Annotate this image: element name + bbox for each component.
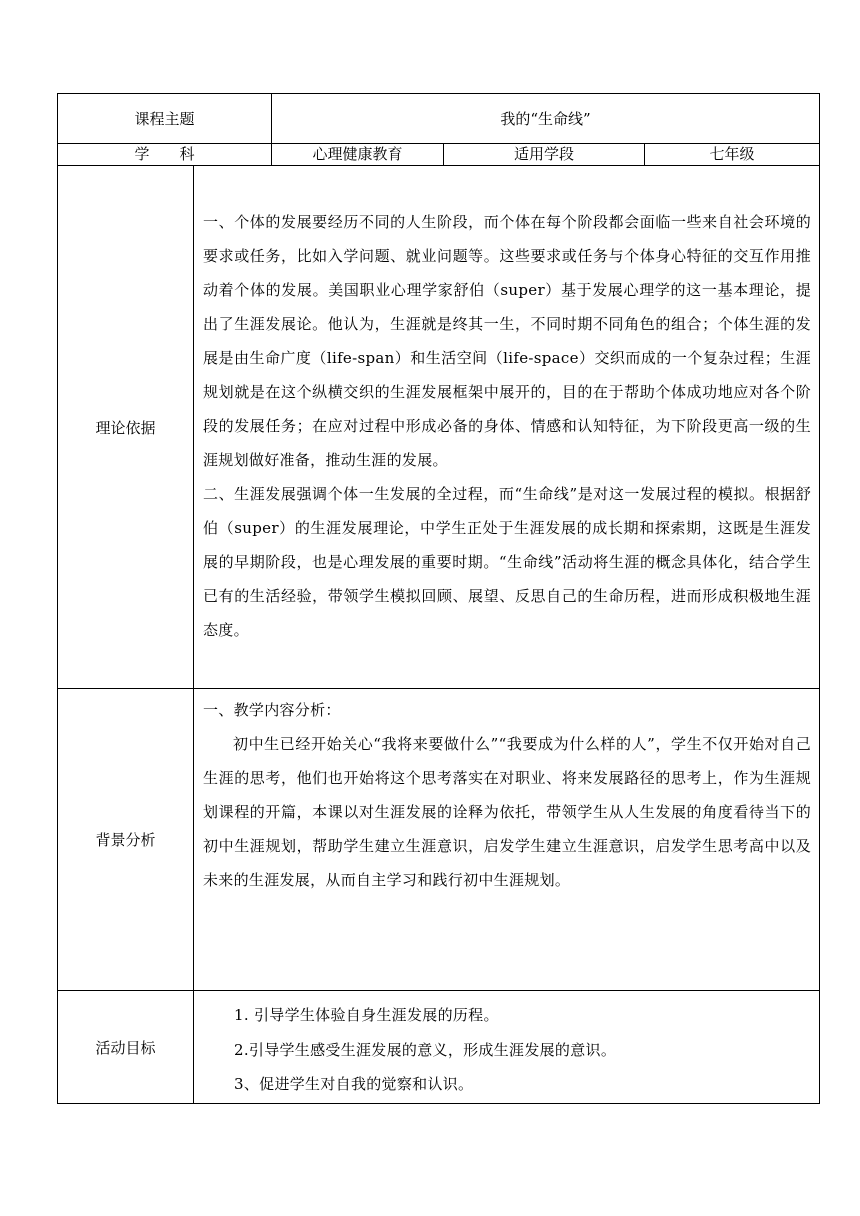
subject-label: 学 科 <box>58 144 272 166</box>
background-body: 初中生已经开始关心“我将来要做什么”“我要成为什么样的人”，学生不仅开始对自己生涯的思考，他们也开始将这个思考落实在对职业、将来发展路径的思考上，作为生涯规划课程的开篇，本课以对生涯发展的诠释为依托，带领学生从人生发展的角度看待当下的初中生涯规划，帮助学生建立生涯意识，启发学生建立生涯意识，启发学生思考高中以及未来的生涯发展，从而自主学习和践行初中生涯规划。 <box>203 735 812 889</box>
goals-content <box>194 991 820 1104</box>
goal-item: 1. 引导学生体验自身生涯发展的历程。 <box>234 1006 499 1025</box>
lesson-plan-table <box>57 93 820 1104</box>
background-heading: 一、教学内容分析： <box>203 701 341 719</box>
theory-label: 理论依据 <box>58 166 194 689</box>
theory-paragraph-2: 二、生涯发展强调个体一生发展的全过程，而“生命线”是对这一发展过程的模拟。根据舒伯（super）的生涯发展理论，中学生正处于生涯发展的成长期和探索期，这既是生涯发展的早期阶段，也是心理发展的重要时期。“生命线”活动将生涯的概念具体化，结合学生已有的生活经验，带领学生模拟回顾、展望、反思自己的生命历程，进而形成积极地生涯态度。 <box>203 485 812 639</box>
lesson-plan-document <box>57 93 819 1104</box>
goal-item: 3、促进学生对自我的觉察和认识。 <box>234 1075 474 1094</box>
background-content <box>194 689 820 991</box>
topic-row <box>58 94 820 144</box>
grade-value: 七年级 <box>645 144 820 166</box>
goal-item: 2.引导学生感受生涯发展的意义，形成生涯发展的意识。 <box>234 1040 617 1059</box>
topic-label: 课程主题 <box>58 94 272 144</box>
subject-value: 心理健康教育 <box>272 144 444 166</box>
goals-label: 活动目标 <box>58 991 194 1104</box>
topic-value: 我的“生命线” <box>272 94 820 144</box>
theory-paragraph-1: 一、个体的发展要经历不同的人生阶段，而个体在每个阶段都会面临一些来自社会环境的要求或任务，比如入学问题、就业问题等。这些要求或任务与个体身心特征的交互作用推动着个体的发展。美国职业心理学家舒伯（super）基于发展心理学的这一基本理论，提出了生涯发展论。他认为，生涯就是终其一生，不同时期不同角色的组合；个体生涯的发展是由生命广度（life-span）和生活空间（life-space）交织而成的一个复杂过程；生涯规划就是在这个纵横交织的生涯发展框架中展开的，目的在于帮助个体成功地应对各个阶段的发展任务；在应对过程中形成必备的身体、情感和认知特征，为下阶段更高一级的生涯规划做好准备，推动生涯的发展。 <box>203 213 812 469</box>
background-label: 背景分析 <box>58 689 194 991</box>
goals-row <box>58 991 820 1104</box>
theory-content <box>194 166 820 689</box>
theory-row <box>58 166 820 689</box>
grade-label: 适用学段 <box>444 144 645 166</box>
background-row <box>58 689 820 991</box>
subject-row <box>58 144 820 166</box>
